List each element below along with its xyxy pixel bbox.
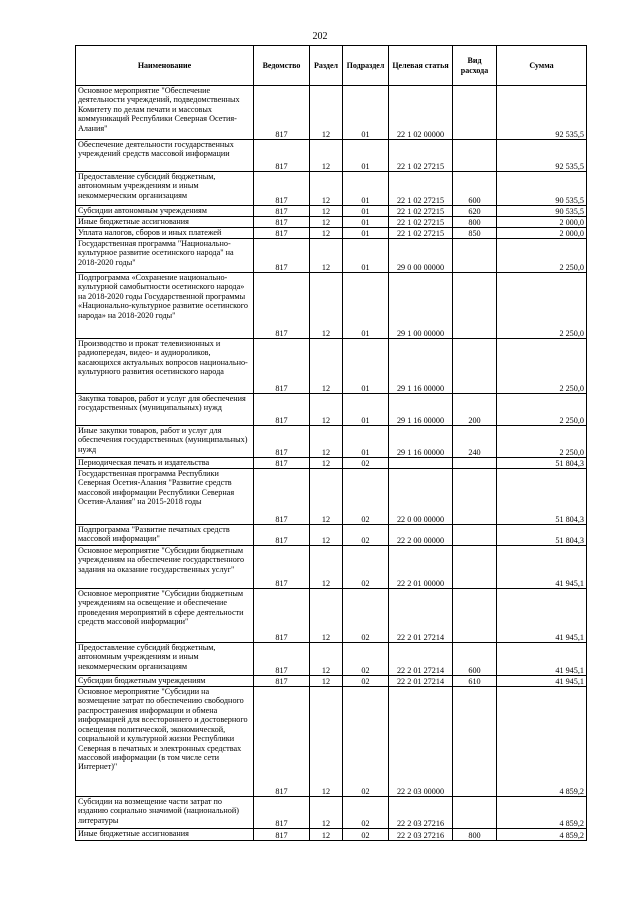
cell-expense-type: 600 (453, 643, 497, 676)
cell-ministry: 817 (254, 687, 310, 797)
cell-amount: 4 859,2 (497, 797, 587, 829)
cell-section: 12 (310, 829, 343, 841)
cell-ministry: 817 (254, 643, 310, 676)
cell-expense-type (453, 687, 497, 797)
cell-target: 22 2 01 27214 (389, 676, 453, 687)
cell-amount: 2 250,0 (497, 273, 587, 339)
cell-section: 12 (310, 394, 343, 426)
cell-name: Иные закупки товаров, работ и услуг для обеспечения государственных (муниципальных) нужд (76, 426, 254, 458)
table-row (76, 643, 587, 676)
cell-section: 12 (310, 239, 343, 273)
cell-name: Государственная программа "Национально-культурное развитие осетинского народа" на 2018-2020 годы" (76, 239, 254, 273)
cell-section: 12 (310, 687, 343, 797)
cell-expense-type (453, 797, 497, 829)
cell-expense-type (453, 140, 497, 172)
cell-name: Подпрограмма "Развитие печатных средств массовой информации" (76, 525, 254, 546)
header-amount: Сумма (497, 46, 587, 86)
cell-subsection: 02 (343, 687, 389, 797)
cell-section: 12 (310, 228, 343, 239)
cell-section: 12 (310, 589, 343, 643)
cell-subsection: 01 (343, 206, 389, 217)
cell-expense-type (453, 546, 497, 589)
cell-ministry: 817 (254, 339, 310, 394)
cell-subsection: 01 (343, 426, 389, 458)
cell-subsection: 02 (343, 458, 389, 469)
cell-expense-type: 240 (453, 426, 497, 458)
cell-target: 29 0 00 00000 (389, 239, 453, 273)
cell-ministry: 817 (254, 86, 310, 140)
cell-section: 12 (310, 140, 343, 172)
cell-section: 12 (310, 86, 343, 140)
cell-subsection: 02 (343, 676, 389, 687)
cell-name: Подпрограмма «Сохранение национально-культурной самобытности осетинского народа» на 2018-2020 годы Государственной программы «Национально-культурное развитие осетинского народа» на 2018-2020 годы" (76, 273, 254, 339)
table-row (76, 687, 587, 797)
cell-amount: 2 000,0 (497, 217, 587, 228)
cell-target: 22 2 03 27216 (389, 797, 453, 829)
table-row (76, 217, 587, 228)
header-subsection: Подраздел (343, 46, 389, 86)
cell-target: 22 2 01 27214 (389, 589, 453, 643)
cell-target: 22 1 02 27215 (389, 206, 453, 217)
cell-name: Обеспечение деятельности государственных учреждений средств массовой информации (76, 140, 254, 172)
table-row (76, 676, 587, 687)
cell-name: Иные бюджетные ассигнования (76, 829, 254, 841)
cell-subsection: 01 (343, 172, 389, 206)
table-row (76, 829, 587, 841)
cell-target: 22 1 02 00000 (389, 86, 453, 140)
page-number: 202 (312, 31, 328, 42)
cell-expense-type: 600 (453, 172, 497, 206)
cell-target: 22 1 02 27215 (389, 228, 453, 239)
cell-ministry: 817 (254, 217, 310, 228)
cell-expense-type (453, 239, 497, 273)
cell-section: 12 (310, 206, 343, 217)
cell-target: 29 1 16 00000 (389, 339, 453, 394)
cell-section: 12 (310, 643, 343, 676)
cell-subsection: 02 (343, 829, 389, 841)
table-row (76, 458, 587, 469)
cell-target: 29 1 16 00000 (389, 394, 453, 426)
cell-name: Субсидии на возмещение части затрат по изданию социально значимой (национальной) литературы (76, 797, 254, 829)
header-name: Наименование (76, 46, 254, 86)
cell-ministry: 817 (254, 239, 310, 273)
cell-subsection: 01 (343, 86, 389, 140)
cell-amount: 2 000,0 (497, 228, 587, 239)
table-row (76, 797, 587, 829)
table-header-row (76, 46, 587, 86)
cell-target: 29 1 16 00000 (389, 426, 453, 458)
cell-ministry: 817 (254, 797, 310, 829)
cell-section: 12 (310, 797, 343, 829)
cell-amount: 4 859,2 (497, 687, 587, 797)
cell-target (389, 458, 453, 469)
cell-target: 22 1 02 27215 (389, 172, 453, 206)
cell-subsection: 01 (343, 339, 389, 394)
table-row (76, 228, 587, 239)
cell-subsection: 02 (343, 589, 389, 643)
cell-ministry: 817 (254, 458, 310, 469)
cell-name: Основное мероприятие "Субсидии на возмещение затрат по обеспечению свободного распространения информации и обмена информацией для всестороннего и достоверного освещения политической, экономической, социальной и культурной жизни Республики Северная в печатных и электронных средствах массовой информации (в том числе сети Интернет)" (76, 687, 254, 797)
cell-name: Предоставление субсидий бюджетным, автономным учреждениям и иным некоммерческим организациям (76, 172, 254, 206)
cell-expense-type (453, 525, 497, 546)
cell-subsection: 01 (343, 394, 389, 426)
cell-section: 12 (310, 426, 343, 458)
cell-expense-type: 850 (453, 228, 497, 239)
cell-subsection: 01 (343, 217, 389, 228)
cell-subsection: 02 (343, 643, 389, 676)
table-row (76, 172, 587, 206)
cell-amount: 41 945,1 (497, 643, 587, 676)
cell-amount: 41 945,1 (497, 589, 587, 643)
cell-ministry: 817 (254, 206, 310, 217)
cell-section: 12 (310, 217, 343, 228)
cell-ministry: 817 (254, 426, 310, 458)
cell-expense-type: 610 (453, 676, 497, 687)
cell-amount: 92 535,5 (497, 86, 587, 140)
cell-target: 22 2 03 27216 (389, 829, 453, 841)
cell-expense-type (453, 86, 497, 140)
cell-name: Предоставление субсидий бюджетным, автономным учреждениям и иным некоммерческим организациям (76, 643, 254, 676)
cell-subsection: 02 (343, 546, 389, 589)
cell-expense-type: 200 (453, 394, 497, 426)
table-row (76, 239, 587, 273)
header-section: Раздел (310, 46, 343, 86)
table-row (76, 525, 587, 546)
cell-amount: 2 250,0 (497, 339, 587, 394)
cell-name: Субсидии бюджетным учреждениям (76, 676, 254, 687)
cell-expense-type: 800 (453, 829, 497, 841)
cell-expense-type (453, 458, 497, 469)
cell-name: Закупка товаров, работ и услуг для обеспечения государственных (муниципальных) нужд (76, 394, 254, 426)
table-row (76, 469, 587, 525)
cell-section: 12 (310, 676, 343, 687)
cell-amount: 2 250,0 (497, 239, 587, 273)
table-row (76, 589, 587, 643)
header-ministry: Ведомство (254, 46, 310, 86)
table-row (76, 273, 587, 339)
cell-target: 29 1 00 00000 (389, 273, 453, 339)
cell-ministry: 817 (254, 273, 310, 339)
cell-ministry: 817 (254, 140, 310, 172)
cell-amount: 51 804,3 (497, 458, 587, 469)
cell-amount: 90 535,5 (497, 206, 587, 217)
cell-subsection: 02 (343, 797, 389, 829)
cell-ministry: 817 (254, 676, 310, 687)
cell-expense-type (453, 469, 497, 525)
cell-subsection: 01 (343, 239, 389, 273)
cell-ministry: 817 (254, 469, 310, 525)
cell-ministry: 817 (254, 228, 310, 239)
cell-target: 22 2 00 00000 (389, 525, 453, 546)
cell-name: Основное мероприятие "Субсидии бюджетным учреждениям на обеспечение государственного задания на оказание государственных услуг" (76, 546, 254, 589)
cell-expense-type (453, 273, 497, 339)
cell-name: Периодическая печать и издательства (76, 458, 254, 469)
cell-subsection: 01 (343, 228, 389, 239)
cell-section: 12 (310, 458, 343, 469)
cell-ministry: 817 (254, 525, 310, 546)
cell-name: Государственная программа Республики Северная Осетия-Алания "Развитие средств массовой информации Республики Северная Осетия-Алания" на 2015-2018 годы (76, 469, 254, 525)
table-row (76, 339, 587, 394)
cell-name: Основное мероприятие "Субсидии бюджетным учреждениям на освещение и обеспечение проведения мероприятий в сфере деятельности средств массовой информации" (76, 589, 254, 643)
cell-subsection: 01 (343, 273, 389, 339)
cell-section: 12 (310, 339, 343, 394)
cell-amount: 41 945,1 (497, 676, 587, 687)
cell-name: Основное мероприятие "Обеспечение деятельности учреждений, подведомственных Комитету по делам печати и массовых коммуникаций Республики Северная Осетия-Алания" (76, 86, 254, 140)
cell-name: Уплата налогов, сборов и иных платежей (76, 228, 254, 239)
budget-table (75, 45, 587, 841)
cell-target: 22 1 02 27215 (389, 140, 453, 172)
cell-amount: 41 945,1 (497, 546, 587, 589)
table-row (76, 426, 587, 458)
cell-section: 12 (310, 469, 343, 525)
cell-ministry: 817 (254, 394, 310, 426)
cell-name: Субсидии автономным учреждениям (76, 206, 254, 217)
cell-ministry: 817 (254, 546, 310, 589)
cell-subsection: 02 (343, 469, 389, 525)
cell-target: 22 1 02 27215 (389, 217, 453, 228)
cell-expense-type (453, 339, 497, 394)
cell-expense-type: 620 (453, 206, 497, 217)
cell-amount: 2 250,0 (497, 394, 587, 426)
cell-subsection: 02 (343, 525, 389, 546)
cell-expense-type: 800 (453, 217, 497, 228)
cell-ministry: 817 (254, 829, 310, 841)
cell-section: 12 (310, 546, 343, 589)
cell-amount: 90 535,5 (497, 172, 587, 206)
cell-target: 22 2 01 00000 (389, 546, 453, 589)
cell-ministry: 817 (254, 172, 310, 206)
cell-expense-type (453, 589, 497, 643)
cell-amount: 92 535,5 (497, 140, 587, 172)
cell-target: 22 0 00 00000 (389, 469, 453, 525)
table-row (76, 140, 587, 172)
header-target: Целевая статья (389, 46, 453, 86)
cell-ministry: 817 (254, 589, 310, 643)
cell-amount: 51 804,3 (497, 469, 587, 525)
cell-section: 12 (310, 172, 343, 206)
table-row (76, 206, 587, 217)
header-expense-type: Вид расхода (453, 46, 497, 86)
cell-name: Иные бюджетные ассигнования (76, 217, 254, 228)
cell-name: Производство и прокат телевизионных и радиопередач, видео- и аудиороликов, касающихся актуальных вопросов национально-культурного развития осетинского народа (76, 339, 254, 394)
cell-subsection: 01 (343, 140, 389, 172)
table-row (76, 394, 587, 426)
cell-section: 12 (310, 273, 343, 339)
cell-amount: 2 250,0 (497, 426, 587, 458)
table-row (76, 546, 587, 589)
table-body (76, 86, 587, 841)
table-row (76, 86, 587, 140)
cell-target: 22 2 01 27214 (389, 643, 453, 676)
cell-section: 12 (310, 525, 343, 546)
cell-amount: 51 804,3 (497, 525, 587, 546)
cell-target: 22 2 03 00000 (389, 687, 453, 797)
cell-amount: 4 859,2 (497, 829, 587, 841)
